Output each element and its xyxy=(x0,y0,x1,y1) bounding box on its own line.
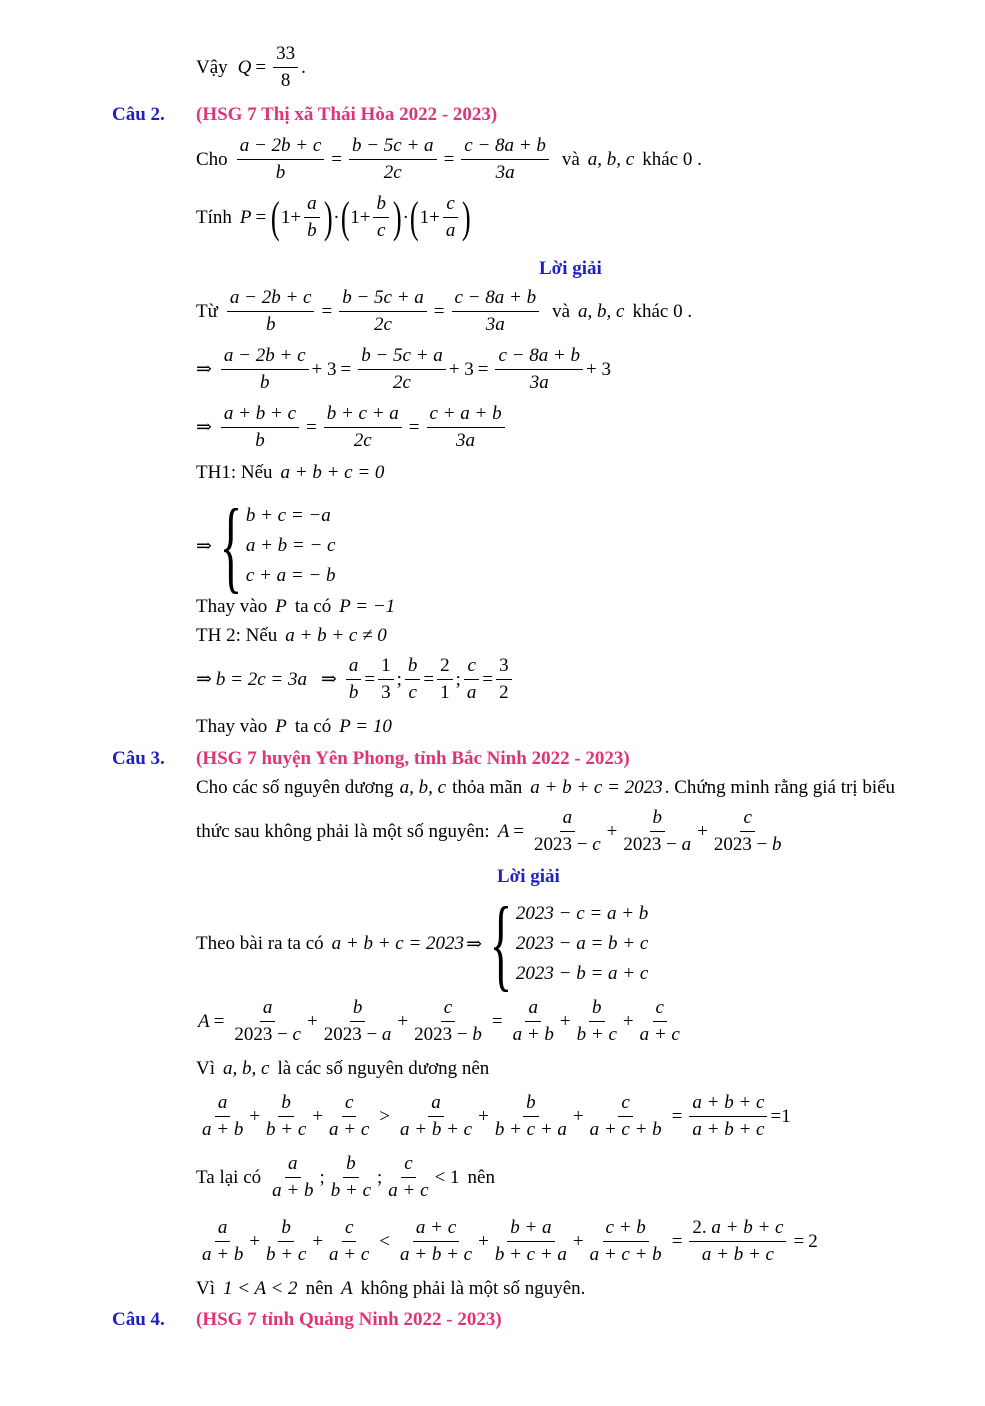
cau3-source: (HSG 7 huyện Yên Phong, tỉnh Bắc Ninh 2022 - 2023) xyxy=(196,748,630,769)
cau2-th2-ratios: ⇒ b = 2c = 3a ⇒ $\frac{a}{b}$ = $\frac{1}{3}$ ; $\frac{b}{c}$ = $\frac{2}{1}$ ; $\frac{c}{a}$ = $\frac{3}{2}$ xyxy=(196,656,515,703)
cau4-label: Câu 4. xyxy=(112,1309,165,1330)
cau2-source: (HSG 7 Thị xã Thái Hòa 2022 - 2023) xyxy=(196,104,498,125)
cau2-task: Tính P = ( 1+ $\frac{a}{b}$ ) · ( 1+ $\frac{b}{c}$ ) · ( 1+ $\frac{c}{a}$ ) xyxy=(196,192,472,242)
cau3-conclusion: Vì 1 < A < 2 nên A không phải là một số nguyên. xyxy=(196,1278,586,1299)
cau4-source: (HSG 7 tỉnh Quảng Ninh 2022 - 2023) xyxy=(196,1309,502,1330)
cau3-upper-bound: $\frac{a}{a + b}$ + $\frac{b}{b + c}$ + $\frac{c}{a + c}$ < $\frac{a + c}{a + b + c}$ + $\frac{b + a}{b + c + a}$ + $\frac{c + b}{a + c + b}$ = $\frac{2. a + b + c}{a + b + c}$ = 2 xyxy=(202,1217,818,1265)
cau2-solution-title: Lời giải xyxy=(539,258,602,279)
cau2-step2: ⇒ $\frac{a + b + c}{b}$ = $\frac{b + c + a}{2c}$ = $\frac{c + a + b}{3a}$ xyxy=(196,404,508,451)
cau2-result1: Thay vào P ta có P = −1 xyxy=(196,596,396,617)
q-var: Q xyxy=(237,56,252,78)
cau2-result2: Thay vào P ta có P = 10 xyxy=(196,716,392,737)
cau2-from: Từ $\frac{a - 2b + c}{b}$ = $\frac{b - 5c + a}{2c}$ = $\frac{c - 8a + b}{3a}$ và a, b, c khác 0 . xyxy=(196,287,693,335)
cau3-solution-title: Lời giải xyxy=(497,866,560,887)
cau3-statement-line1: Cho các số nguyên dương a, b, c thỏa mãn a + b + c = 2023 . Chứng minh rằng giá trị biểu xyxy=(196,777,896,798)
q-fraction: $\frac{33}{8}$ xyxy=(273,44,298,91)
cau2-th2: TH 2: Nếu a + b + c ≠ 0 xyxy=(196,625,387,646)
cau2-system1: ⇒ { b + c = −a a + b = − c c + a = − b xyxy=(196,488,336,603)
cau3-lower-bound: $\frac{a}{a + b}$ + $\frac{b}{b + c}$ + $\frac{c}{a + c}$ > $\frac{a}{a + b + c}$ + $\frac{b}{b + c + a}$ + $\frac{c}{a + c + b}$ = $\frac{a + b + c}{a + b + c}$ =1 xyxy=(202,1092,791,1140)
cau2-step1: ⇒ $\frac{a - 2b + c}{b}$ + 3 = $\frac{b - 5c + a}{2c}$ + 3 = $\frac{c - 8a + b}{3a}$ + 3 xyxy=(196,345,611,393)
cau2-given: Cho $\frac{a - 2b + c}{b}$ = $\frac{b - 5c + a}{2c}$ = $\frac{c - 8a + b}{3a}$ và a, b, c khác 0 . xyxy=(196,135,702,183)
cau3-positive-note: Vì a, b, c là các số nguyên dương nên xyxy=(196,1058,490,1079)
q-lead: Vậy xyxy=(196,56,228,78)
cau3-system: Theo bài ra ta có a + b + c = 2023 ⇒ { 2023 − c = a + b 2023 − a = b + c 2023 − b = a + c xyxy=(196,886,649,1001)
cau3-statement-line2: thức sau không phải là một số nguyên: A = $\frac{a}{2023 - c}$ + $\frac{b}{2023 - a}$ + $\frac{c}{2023 - b}$ xyxy=(196,807,782,855)
cau3-label: Câu 3. xyxy=(112,748,165,769)
cau2-th1: TH1: Nếu a + b + c = 0 xyxy=(196,462,385,483)
cau3-each-less-one: Ta lại có $\frac{a}{a + b}$ ; $\frac{b}{b + c}$ ; $\frac{c}{a + c}$ < 1 nên xyxy=(196,1153,495,1201)
q-result: Vậy Q = $\frac{33}{8}$ . xyxy=(196,43,306,91)
cau3-A-rewrite: A = $\frac{a}{2023 - c}$ + $\frac{b}{2023 - a}$ + $\frac{c}{2023 - b}$ = $\frac{a}{a + b}$ + $\frac{b}{b + c}$ + $\frac{c}{a + c}$ xyxy=(198,997,680,1045)
cau2-label: Câu 2. xyxy=(112,104,165,125)
